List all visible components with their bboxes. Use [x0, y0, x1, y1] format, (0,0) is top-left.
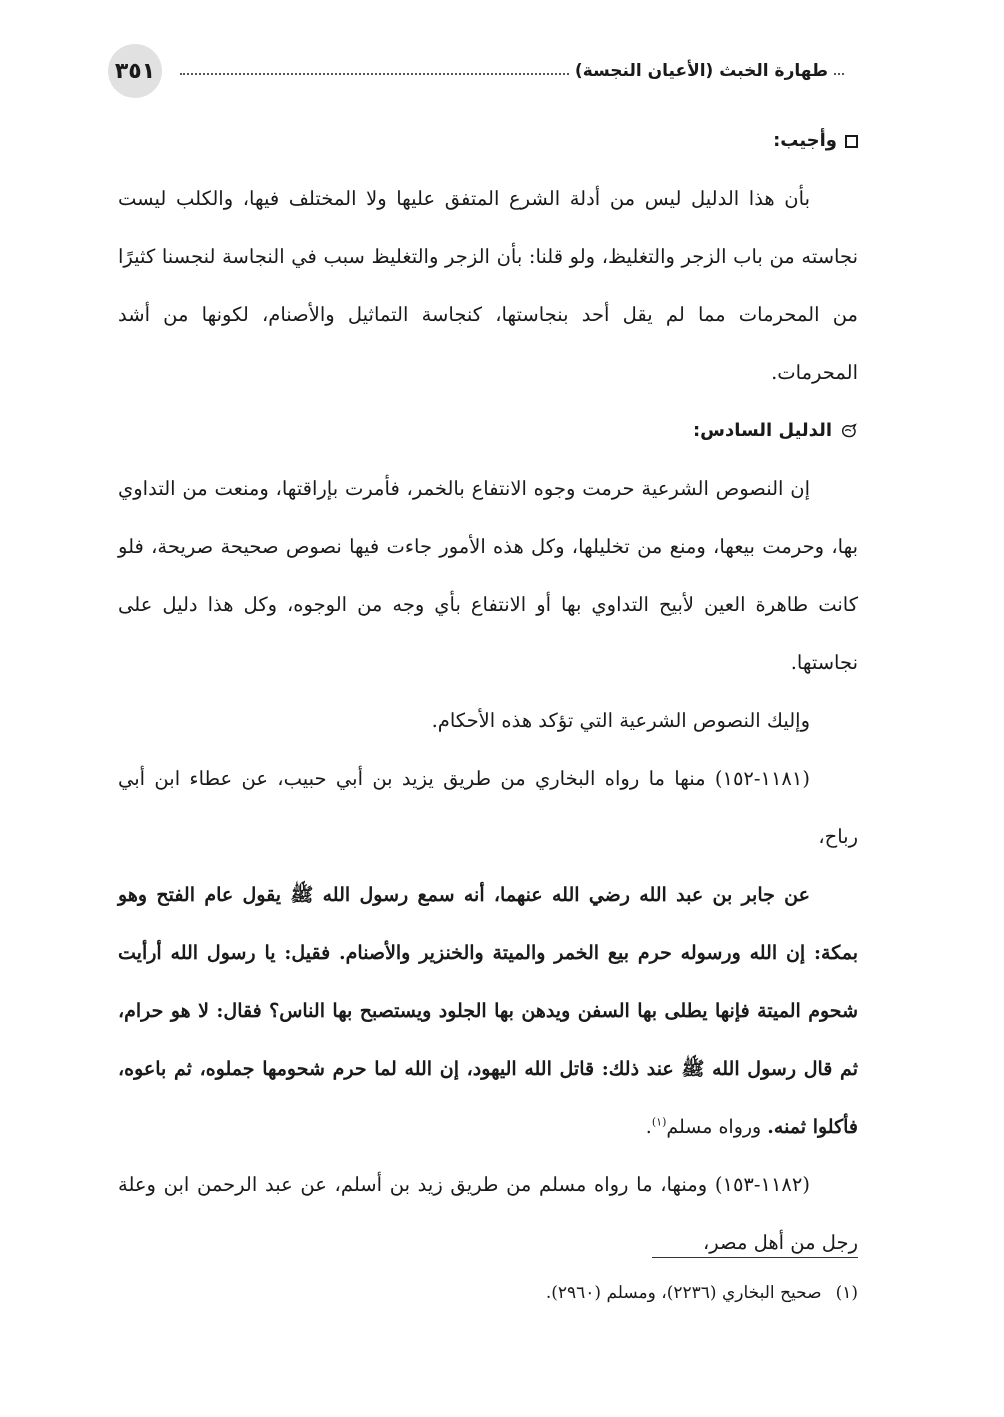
header-title: طهارة الخبث (الأعيان النجسة) [574, 61, 828, 81]
hadith-text [118, 866, 858, 1156]
sixth-evidence-heading [118, 402, 858, 460]
paragraph-intro-texts: وإليك النصوص الشرعية التي تؤكد هذه الأحكام. [431, 709, 810, 732]
page-number [108, 44, 162, 98]
main-text [118, 112, 858, 1272]
header-dots-right [834, 73, 844, 75]
answer-heading [118, 112, 858, 170]
hadith-body: عن جابر بن عبد الله رضي الله عنهما، أنه سمع رسول الله ﷺ يقول عام الفتح وهو بمكة: إن الله ورسوله حرم بيع الخمر والميتة والخنزير والأصنام. فقيل: يا رسول الله أرأيت شحوم الميتة فإنها يطلى بها السفن ويدهن بها الجلود ويستصبح بها الناس؟ فقال: لا هو حرام، ثم قال رسول الله ﷺ عند ذلك: قاتل الله اليهود، إن الله لما حرم شحومها جملوه، ثم باعوه، فأكلوا ثمنه. [118, 884, 858, 1138]
answer-heading-text: وأجيب: [773, 130, 837, 151]
running-header [180, 54, 844, 88]
page-number-text: ٣٥١ [114, 58, 156, 84]
footnote-divider [652, 1257, 858, 1258]
pointing-hand-icon [840, 422, 858, 440]
footnote-number: (١) [835, 1283, 858, 1303]
checkbox-icon [845, 135, 858, 148]
paragraph-hadith-chain-2: (١١٨٢-١٥٣) ومنها، ما رواه مسلم من طريق زيد بن أسلم، عن عبد الرحمن ابن وعلة رجل من أهل مصر، [118, 1173, 858, 1254]
header-dots-left [180, 73, 569, 75]
footnote-marker[interactable]: (١) [651, 1115, 667, 1129]
footnote-text: صحيح البخاري (٢٢٣٦)، ومسلم (٢٩٦٠). [545, 1283, 822, 1303]
footnote [300, 1278, 858, 1308]
hadith-source: ورواه مسلم [666, 1116, 768, 1138]
paragraph-answer: بأن هذا الدليل ليس من أدلة الشرع المتفق عليها ولا المختلف فيها، والكلب ليست نجاسته من باب الزجر والتغليظ، ولو قلنا: بأن الزجر والتغليظ سبب في النجاسة لنجسنا كثيرًا من المحرمات مما لم يقل أحد بنجاستها، كنجاسة التماثيل والأصنام، لكونها من أشد المحرمات. [118, 187, 858, 384]
paragraph-hadith-chain-1: (١١٨١-١٥٢) منها ما رواه البخاري من طريق يزيد بن أبي حبيب، عن عطاء ابن أبي رباح، [118, 767, 858, 848]
hadith-end: . [645, 1116, 652, 1138]
sixth-evidence-heading-text: الدليل السادس: [692, 420, 832, 441]
paragraph-sixth-evidence: إن النصوص الشرعية حرمت وجوه الانتفاع بالخمر، فأمرت بإراقتها، ومنعت من التداوي بها، وحرمت بيعها، ومنع من تخليلها، وكل هذه الأمور جاءت فيها نصوص صحيحة صريحة، فلو كانت طاهرة العين لأبيح التداوي بها أو الانتفاع بأي وجه من الوجوه، وكل هذا دليل على نجاستها. [118, 477, 858, 674]
